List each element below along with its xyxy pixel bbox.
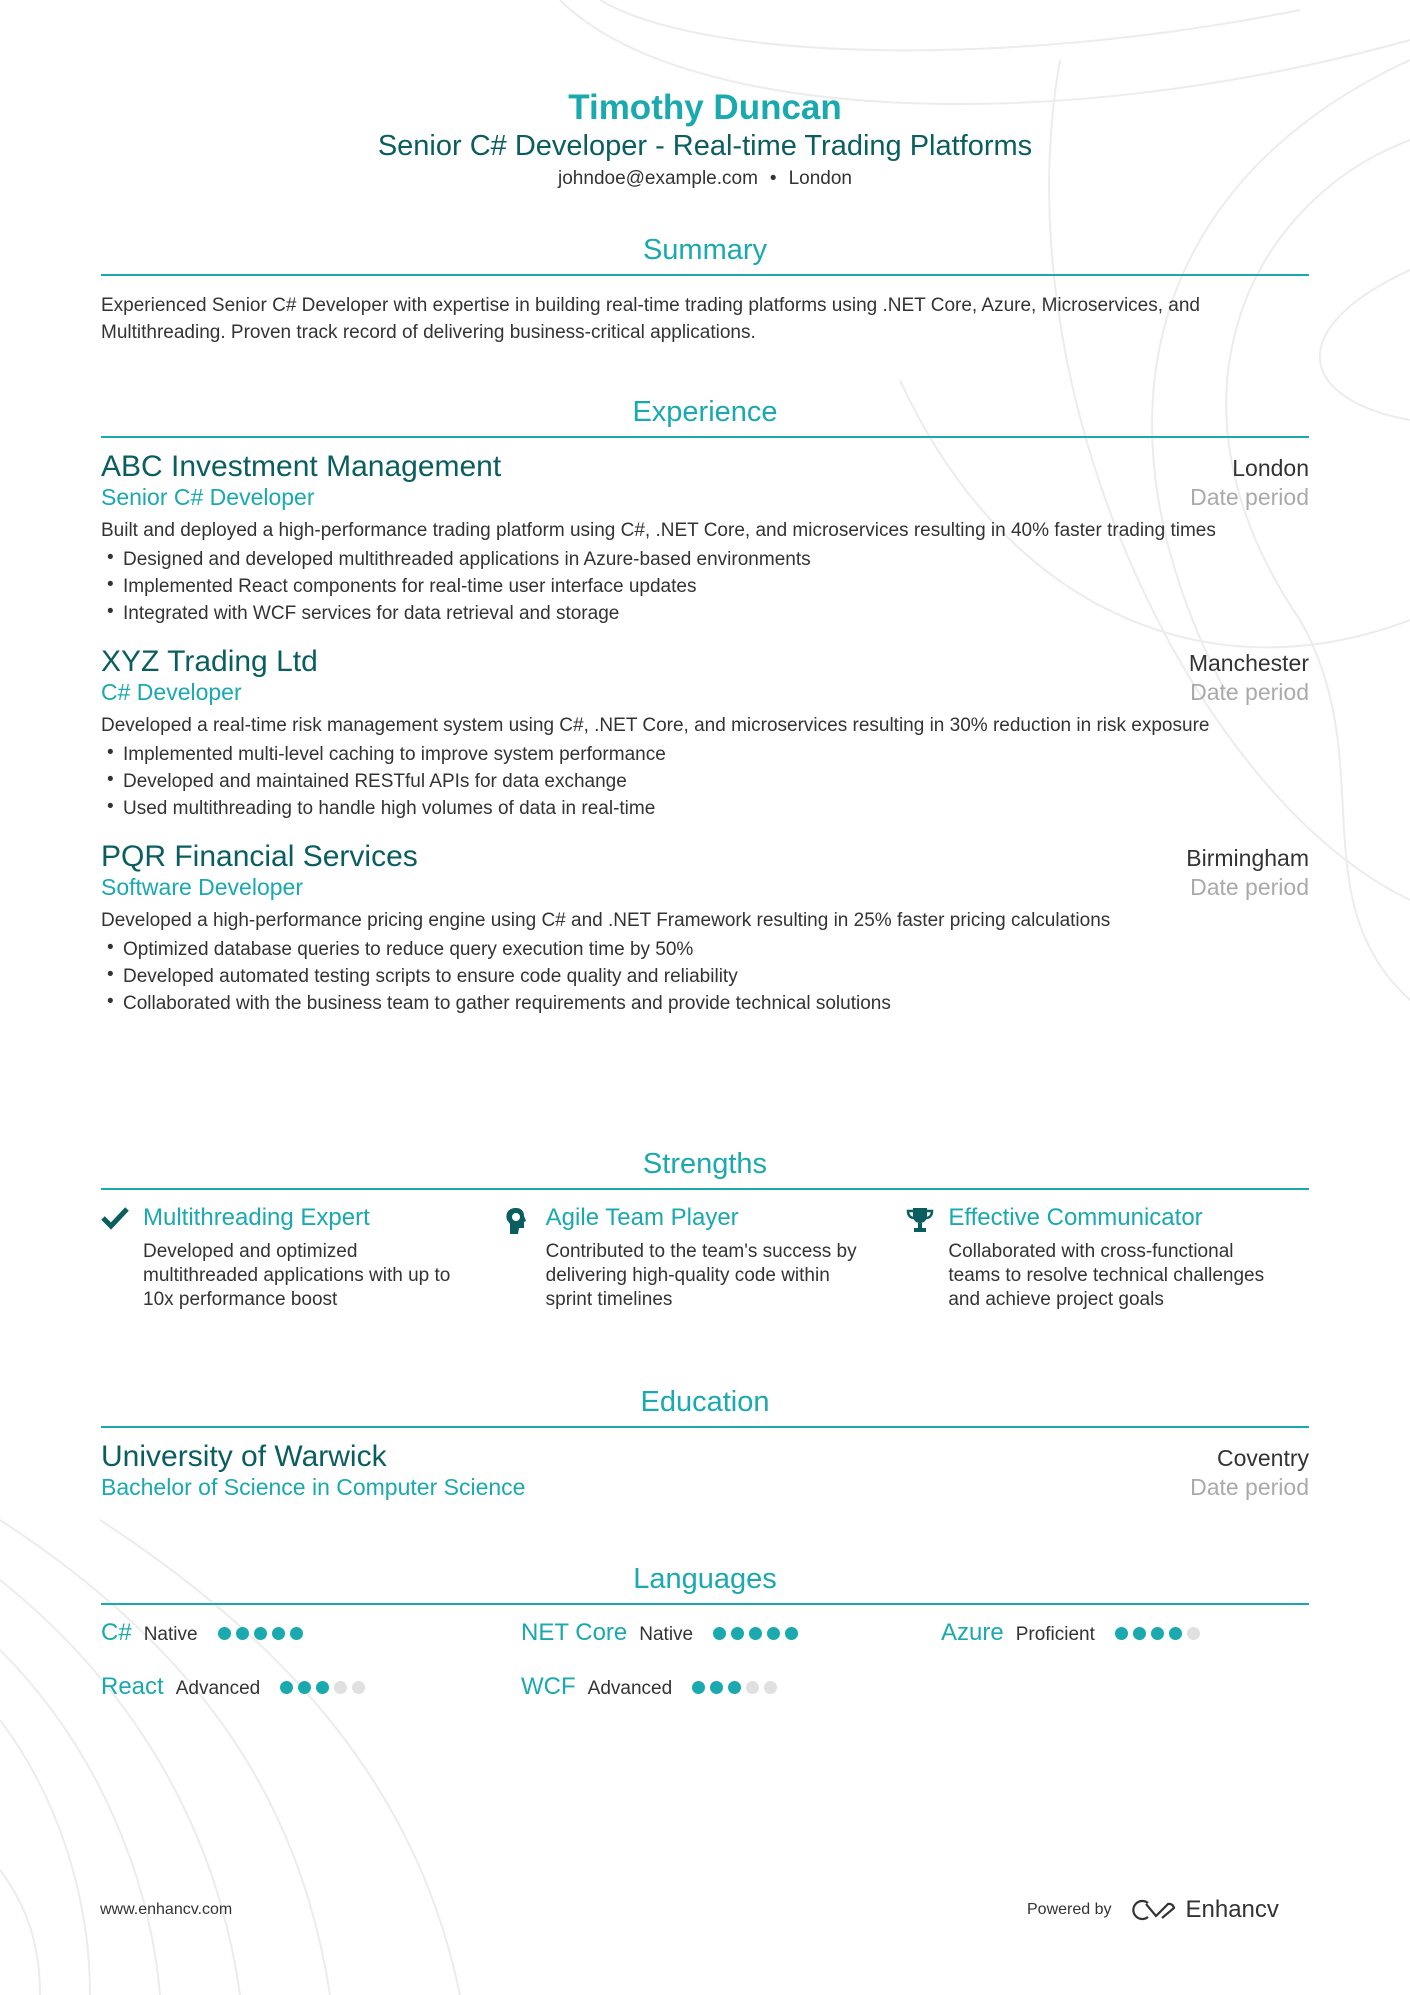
date-period: Date period: [1190, 874, 1309, 900]
rating-dot: [1133, 1627, 1146, 1640]
job-role: Software Developer: [101, 874, 303, 900]
strength-title: Multithreading Expert: [143, 1204, 370, 1231]
rating-dot: [218, 1627, 231, 1640]
job-bullets: [107, 936, 1309, 1017]
language-item: [101, 1673, 521, 1701]
language-rating: [218, 1627, 303, 1640]
language-level: Advanced: [175, 1678, 261, 1699]
language-item: [101, 1619, 521, 1647]
enhancv-brand: Enhancv: [1185, 1896, 1279, 1923]
rating-dot: [749, 1627, 762, 1640]
section-heading: Experience: [632, 396, 778, 428]
school-name: University of Warwick: [101, 1440, 387, 1473]
language-rating: [1115, 1627, 1200, 1640]
languages-section: [101, 1563, 1309, 1701]
location: London: [788, 168, 852, 189]
language-item: [941, 1619, 1309, 1647]
rating-dot: [785, 1627, 798, 1640]
divider: [101, 1188, 1309, 1190]
language-name: NET Core: [521, 1619, 628, 1646]
divider: [101, 1603, 1309, 1605]
job-bullet: • Used multithreading to handle high volumes of data in real-time: [107, 795, 1309, 822]
job-bullet: • Implemented React components for real-time user interface updates: [107, 573, 1309, 600]
rating-dot: [280, 1681, 293, 1694]
job-location: Manchester: [1188, 650, 1309, 676]
strength-description: Collaborated with cross-functional teams to resolve technical challenges and achieve project goals: [948, 1241, 1265, 1310]
rating-dot: [236, 1627, 249, 1640]
rating-dot: [746, 1681, 759, 1694]
rating-dot: [1115, 1627, 1128, 1640]
job-bullet: • Developed automated testing scripts to ensure code quality and reliability: [107, 963, 1309, 990]
powered-by: [1027, 1896, 1279, 1924]
powered-by-label: Powered by: [1027, 1901, 1112, 1918]
language-name: Azure: [941, 1619, 1004, 1646]
section-heading: Education: [640, 1386, 770, 1418]
job-description: Built and deployed a high-performance trading platform using C#, .NET Core, and microservices resulting in 40% faster trading times: [101, 520, 1216, 541]
rating-dot: [728, 1681, 741, 1694]
enhancv-logo[interactable]: [1132, 1896, 1279, 1924]
rating-dot: [272, 1627, 285, 1640]
education-section: [101, 1386, 1309, 1501]
experience-section: [101, 396, 1309, 1017]
job-entry: [101, 450, 1309, 627]
job-role: C# Developer: [101, 679, 242, 705]
language-level: Proficient: [1015, 1624, 1095, 1645]
job-bullet: • Implemented multi-level caching to improve system performance: [107, 741, 1309, 768]
candidate-title: Senior C# Developer - Real-time Trading Platforms: [377, 130, 1033, 162]
contact-info: [0, 168, 1410, 190]
rating-dot: [713, 1627, 726, 1640]
candidate-name: Timothy Duncan: [568, 88, 842, 127]
email[interactable]: johndoe@example.com: [558, 168, 758, 189]
date-period: Date period: [1190, 484, 1309, 510]
rating-dot: [352, 1681, 365, 1694]
rating-dot: [692, 1681, 705, 1694]
job-bullet: • Developed and maintained RESTful APIs for data exchange: [107, 768, 1309, 795]
date-period: Date period: [1190, 1474, 1309, 1500]
job-entry: [101, 840, 1309, 1017]
language-item: [521, 1619, 941, 1647]
strength-item: [906, 1204, 1309, 1312]
rating-dot: [290, 1627, 303, 1640]
summary-text: Experienced Senior C# Developer with expertise in building real-time trading platforms using .NET Core, Azure, Microservices, and Multithreading. Proven track record of delivering business-critical applications.: [101, 295, 1200, 343]
job-bullet: • Collaborated with the business team to gather requirements and provide technical solutions: [107, 990, 1309, 1017]
rating-dot: [1187, 1627, 1200, 1640]
date-period: Date period: [1190, 679, 1309, 705]
company-name: PQR Financial Services: [101, 840, 418, 873]
rating-dot: [764, 1681, 777, 1694]
strength-description: Contributed to the team's success by delivering high-quality code within sprint timelines: [545, 1241, 857, 1310]
rating-dot: [334, 1681, 347, 1694]
job-location: London: [1232, 455, 1309, 481]
language-name: C#: [101, 1619, 132, 1646]
language-name: React: [101, 1673, 164, 1700]
rating-dot: [710, 1681, 723, 1694]
rating-dot: [254, 1627, 267, 1640]
language-item: [521, 1673, 941, 1701]
job-bullet: • Integrated with WCF services for data retrieval and storage: [107, 600, 1309, 627]
language-rating: [713, 1627, 798, 1640]
rating-dot: [731, 1627, 744, 1640]
divider: [101, 436, 1309, 438]
job-bullets: [107, 741, 1309, 822]
language-level: Advanced: [587, 1678, 673, 1699]
language-name: WCF: [521, 1673, 576, 1700]
language-level: Native: [639, 1624, 694, 1645]
strength-title: Effective Communicator: [948, 1204, 1203, 1231]
job-bullet: • Optimized database queries to reduce query execution time by 50%: [107, 936, 1309, 963]
strength-item: [101, 1204, 504, 1312]
company-name: XYZ Trading Ltd: [101, 645, 318, 678]
job-description: Developed a real-time risk management system using C#, .NET Core, and microservices resulting in 30% reduction in risk exposure: [101, 715, 1210, 736]
separator: •: [769, 168, 777, 189]
education-entry: [101, 1440, 1309, 1501]
language-rating: [692, 1681, 777, 1694]
head-icon: [504, 1204, 546, 1312]
rating-dot: [316, 1681, 329, 1694]
job-entry: [101, 645, 1309, 822]
strength-item: [504, 1204, 907, 1312]
divider: [101, 274, 1309, 276]
divider: [101, 1426, 1309, 1428]
rating-dot: [767, 1627, 780, 1640]
degree: Bachelor of Science in Computer Science: [101, 1474, 526, 1500]
trophy-icon: [906, 1204, 948, 1312]
section-heading: Summary: [642, 234, 768, 266]
language-level: Native: [143, 1624, 198, 1645]
summary-section: [101, 234, 1309, 346]
job-description: Developed a high-performance pricing engine using C# and .NET Framework resulting in 25% faster pricing calculations: [101, 910, 1111, 931]
language-rating: [280, 1681, 365, 1694]
rating-dot: [298, 1681, 311, 1694]
job-bullets: [107, 546, 1309, 627]
strengths-section: [101, 1148, 1309, 1312]
strength-description: Developed and optimized multithreaded applications with up to 10x performance boost: [143, 1241, 451, 1310]
job-location: Birmingham: [1186, 845, 1309, 871]
job-bullet: • Designed and developed multithreaded applications in Azure-based environments: [107, 546, 1309, 573]
check-icon: [101, 1204, 143, 1312]
strength-title: Agile Team Player: [545, 1204, 739, 1231]
section-heading: Strengths: [642, 1148, 768, 1180]
section-heading: Languages: [633, 1563, 777, 1595]
company-name: ABC Investment Management: [101, 450, 502, 483]
rating-dot: [1169, 1627, 1182, 1640]
job-role: Senior C# Developer: [101, 484, 315, 510]
enhancv-logo-icon: [1132, 1898, 1178, 1922]
school-location: Coventry: [1216, 1445, 1309, 1471]
rating-dot: [1151, 1627, 1164, 1640]
website-link[interactable]: www.enhancv.com: [100, 1901, 233, 1918]
